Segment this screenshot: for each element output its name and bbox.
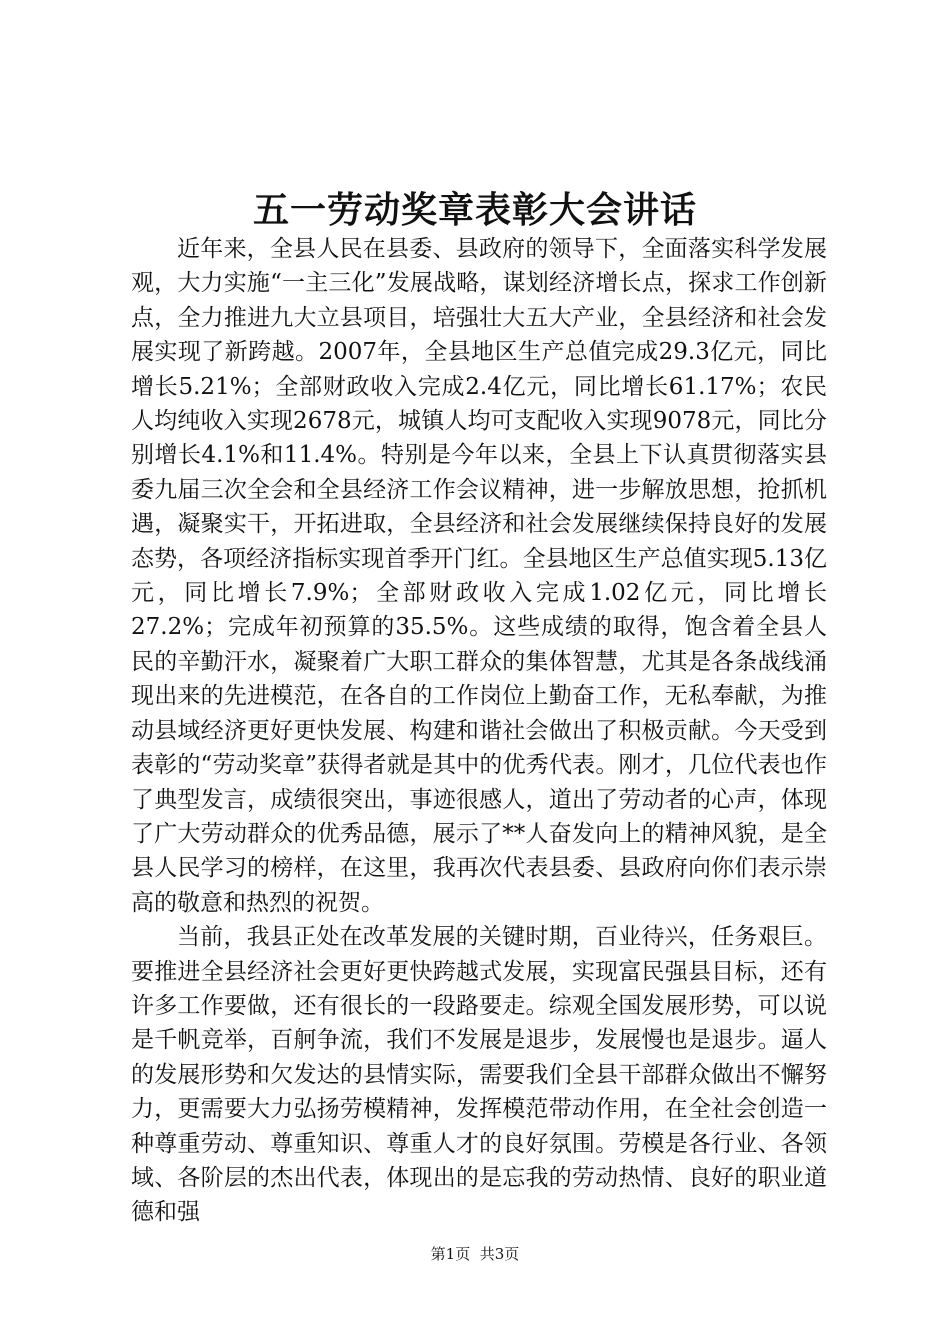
page-number: 第1页 [430, 1245, 471, 1263]
footer-spacer [470, 1245, 480, 1263]
body-paragraph-2: 当前，我县正处在改革发展的关键时期，百业待兴，任务艰巨。要推进全县经济社会更好更快跨越式发展，实现富民强县目标，还有许多工作要做，还有很长的一段路要走。综观全国发展形势，可以说是千帆竞举，百舸争流，我们不发展是退步，发展慢也是退步。逼人的发展形势和欠发达的县情实际，需要我们全县干部群众做出不懈努力，更需要大力弘扬劳模精神，发挥模范带动作用，在全社会创造一种尊重劳动、尊重知识、尊重人才的良好氛围。劳模是各行业、各领域、各阶层的杰出代表，体现出的是忘我的劳动热情、良好的职业道德和强 [131, 924, 827, 1226]
page-footer [0, 1244, 950, 1264]
document-title: 五一劳动奖章表彰大会讲话 [252, 189, 697, 231]
document-body [131, 232, 827, 1230]
body-paragraph-1: 近年来，全县人民在县委、县政府的领导下，全面落实科学发展观，大力实施“一主三化”发展战略，谋划经济增长点，探求工作创新点，全力推进九大立县项目，培强壮大五大产业，全县经济和社会发展实现了新跨越。2007年，全县地区生产总值完成29.3亿元，同比增长5.21%；全部财政收入完成2.4亿元，同比增长61.17%；农民人均纯收入实现2678元，城镇人均可支配收入实现9078元，同比分别增长4.1%和11.4%。特别是今年以来，全县上下认真贯彻落实县委九届三次全会和全县经济工作会议精神，进一步解放思想，抢抓机遇，凝聚实干，开拓进取，全县经济和社会发展继续保持良好的发展态势，各项经济指标实现首季开门红。全县地区生产总值实现5.13亿元，同比增长7.9%；全部财政收入完成1.02亿元，同比增长27.2%；完成年初预算的35.5%。这些成绩的取得，饱含着全县人民的辛勤汗水，凝聚着广大职工群众的集体智慧，尤其是各条战线涌现出来的先进模范，在各自的工作岗位上勤奋工作，无私奉献，为推动县域经济更好更快发展、构建和谐社会做出了积极贡献。今天受到表彰的“劳动奖章”获得者就是其中的优秀代表。刚才，几位代表也作了典型发言，成绩很突出，事迹很感人，道出了劳动者的心声，体现了广大劳动群众的优秀品德，展示了**人奋发向上的精神风貌，是全县人民学习的榜样，在这里，我再次代表县委、县政府向你们表示崇高的敬意和热烈的祝贺。 [131, 236, 827, 916]
page-total: 共3页 [479, 1245, 520, 1263]
